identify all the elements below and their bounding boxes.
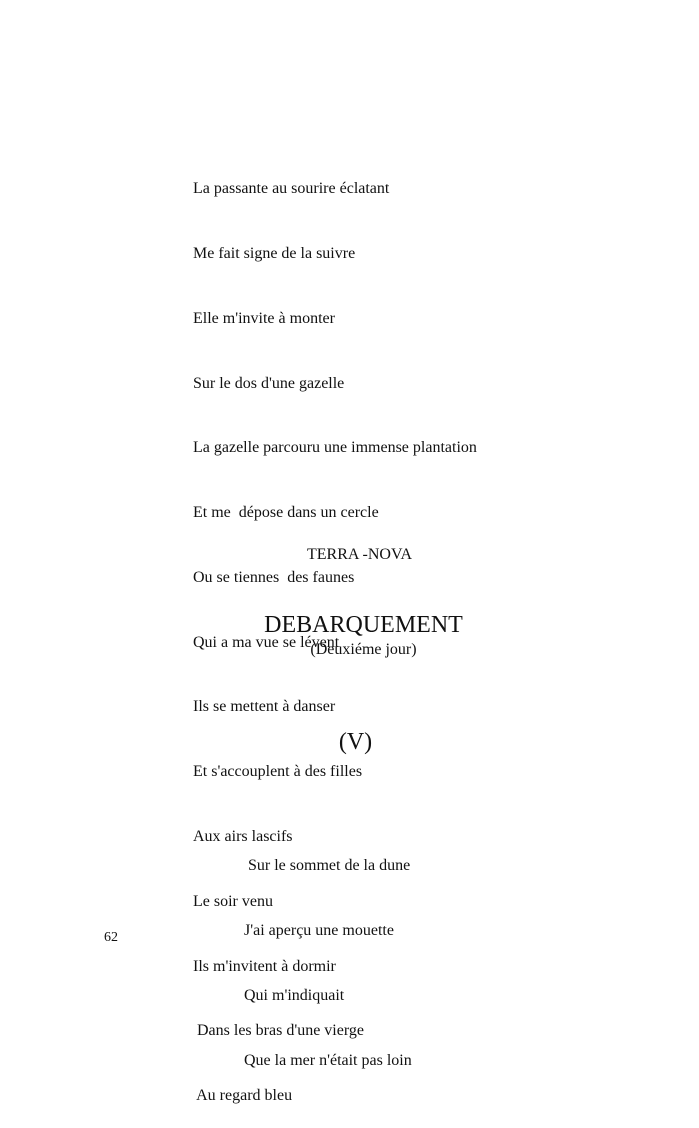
poem-line: Et s'accouplent à des filles (193, 763, 363, 781)
poem-line: Aux airs lascifs (193, 828, 293, 845)
poem-line: J'ai aperçu une mouette (244, 921, 394, 939)
poem-line: Que la mer n'était pas loin (244, 1051, 412, 1069)
poem-line: La gazelle parcouru une immense plantation (193, 439, 477, 457)
poem-line: Ils se mettent à danser (193, 698, 336, 716)
poem-line: La passante au sourire éclatant (193, 180, 390, 198)
poem-line: Ils m'invitent à dormir (193, 957, 336, 975)
chapter-title: DEBARQUEMENT (264, 612, 463, 638)
poem-line: Elle m'invite à monter (193, 309, 335, 327)
poem-line: Ou se tiennes des faunes (193, 568, 355, 586)
poem-line: Dans les bras d'une vierge (193, 1022, 364, 1040)
page-number: 62 (104, 930, 118, 945)
poem-line: Sur le dos d'une gazelle (193, 374, 345, 392)
chapter-subtitle: (Deuxiéme jour) (310, 641, 417, 658)
poem-stanza-bottom (244, 812, 412, 1093)
section-title: TERRA -NOVA (306, 546, 413, 563)
part-number: (V) (338, 729, 373, 755)
poem-line: Me fait signe de la suivre (193, 244, 356, 262)
poem-line: Sur le sommet de la dune (244, 857, 411, 875)
poem-line: Qui m'indiquait (244, 986, 345, 1004)
poem-line: Au regard bleu (193, 1087, 293, 1105)
poem-line: Et me dépose dans un cercle (193, 504, 379, 522)
poem-line: Qui a ma vue se lévent (193, 633, 340, 651)
poem-line: Le soir venu (193, 892, 273, 910)
